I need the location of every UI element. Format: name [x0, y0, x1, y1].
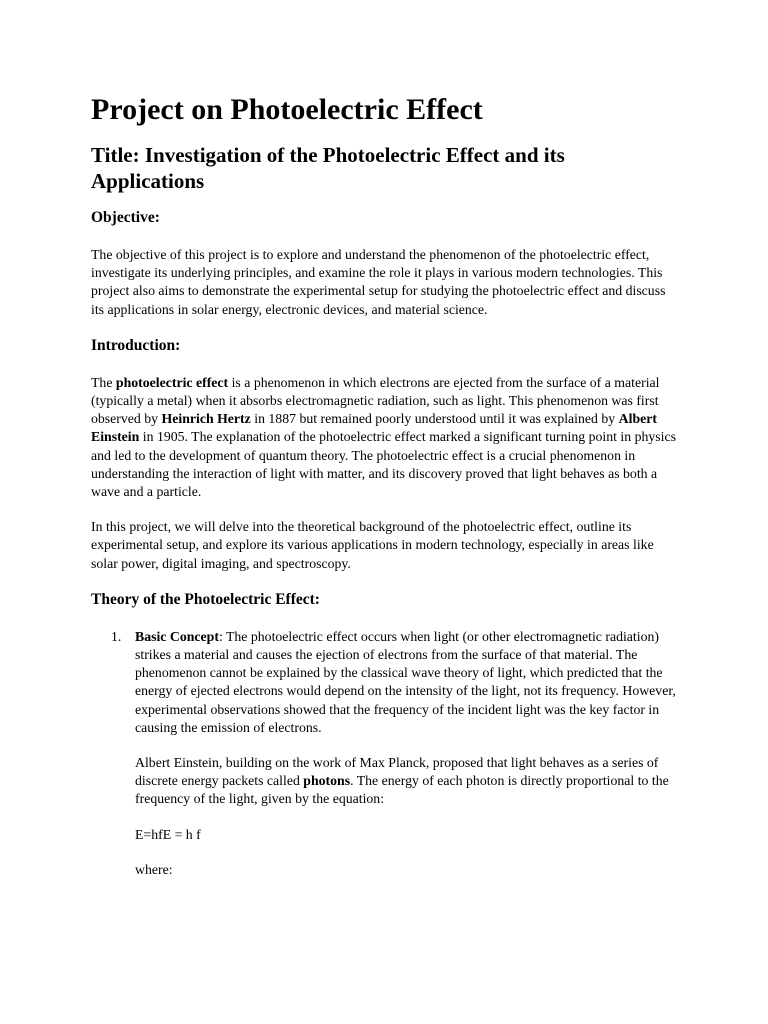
theory-list — [91, 628, 681, 879]
document-title: Project on Photoelectric Effect — [91, 93, 483, 126]
text-run: in 1887 but remained poorly understood until it was explained by — [250, 411, 619, 427]
text-run: Albert Einstein, building on the work of Max Planck, proposed that light behaves as a series of discrete energy packets called — [135, 755, 659, 789]
theory-heading: Theory of the Photoelectric Effect: — [91, 590, 320, 608]
text-run: . The energy of each photon is directly proportional to the frequency of the light, given by the equation: — [135, 773, 669, 807]
list-number: 1. — [111, 628, 122, 644]
bold-term: photoelectric effect — [115, 374, 229, 390]
list-item — [91, 628, 681, 879]
equation: E=hfE = h f — [135, 826, 201, 842]
objective-heading: Objective: — [91, 209, 160, 226]
objective-paragraph: The objective of this project is to explore and understand the phenomenon of the photoelectric effect, investigate its underlying principles, and examine the role it plays in various modern technologies. This project also aims to demonstrate the experimental setup for studying the photoelectric effect and discuss its applications in solar energy, electronic devices, and material science. — [91, 247, 666, 317]
einstein-paragraph — [135, 754, 681, 809]
basic-concept-paragraph — [135, 628, 681, 737]
text-run: is a phenomenon in which electrons are ejected from the surface of a material (typically a metal) when it absorbs electromagnetic radiation, such as light. This phenomenon was first observed by — [91, 374, 660, 427]
document-subtitle: Title: Investigation of the Photoelectric Effect and its Applications — [91, 143, 565, 193]
bold-term: Heinrich Hertz — [161, 411, 251, 427]
bold-term: Albert Einstein — [91, 411, 657, 445]
introduction-paragraph-2: In this project, we will delve into the theoretical background of the photoelectric effect, outline its experimental setup, and explore its various applications in modern technology, especially in areas like solar power, digital imaging, and spectroscopy. — [91, 519, 654, 571]
text-run: in 1905. The explanation of the photoelectric effect marked a significant turning point in physics and led to the development of quantum theory. The photoelectric effect is a crucial phenomenon in understanding the interaction of light with matter, and its discovery proved that light behaves as both a wave and a particle. — [91, 429, 676, 500]
text-run: : The photoelectric effect occurs when light (or other electromagnetic radiation) strikes a material and causes the ejection of electrons from the surface of that material. The phenomenon cannot be explained by the classical wave theory of light, which predicted that the energy of ejected electrons would depend on the intensity of the light, not its frequency. However, experimental observations showed that the frequency of the incident light was the key factor in causing the emission of electrons. — [135, 628, 676, 735]
bold-term: photons — [303, 773, 351, 789]
introduction-paragraph-1 — [91, 374, 681, 501]
text-run: The — [91, 374, 116, 390]
where-label: where: — [135, 861, 173, 877]
bold-term: Basic Concept — [135, 628, 219, 644]
document-page — [91, 92, 681, 896]
introduction-heading: Introduction: — [91, 336, 181, 354]
